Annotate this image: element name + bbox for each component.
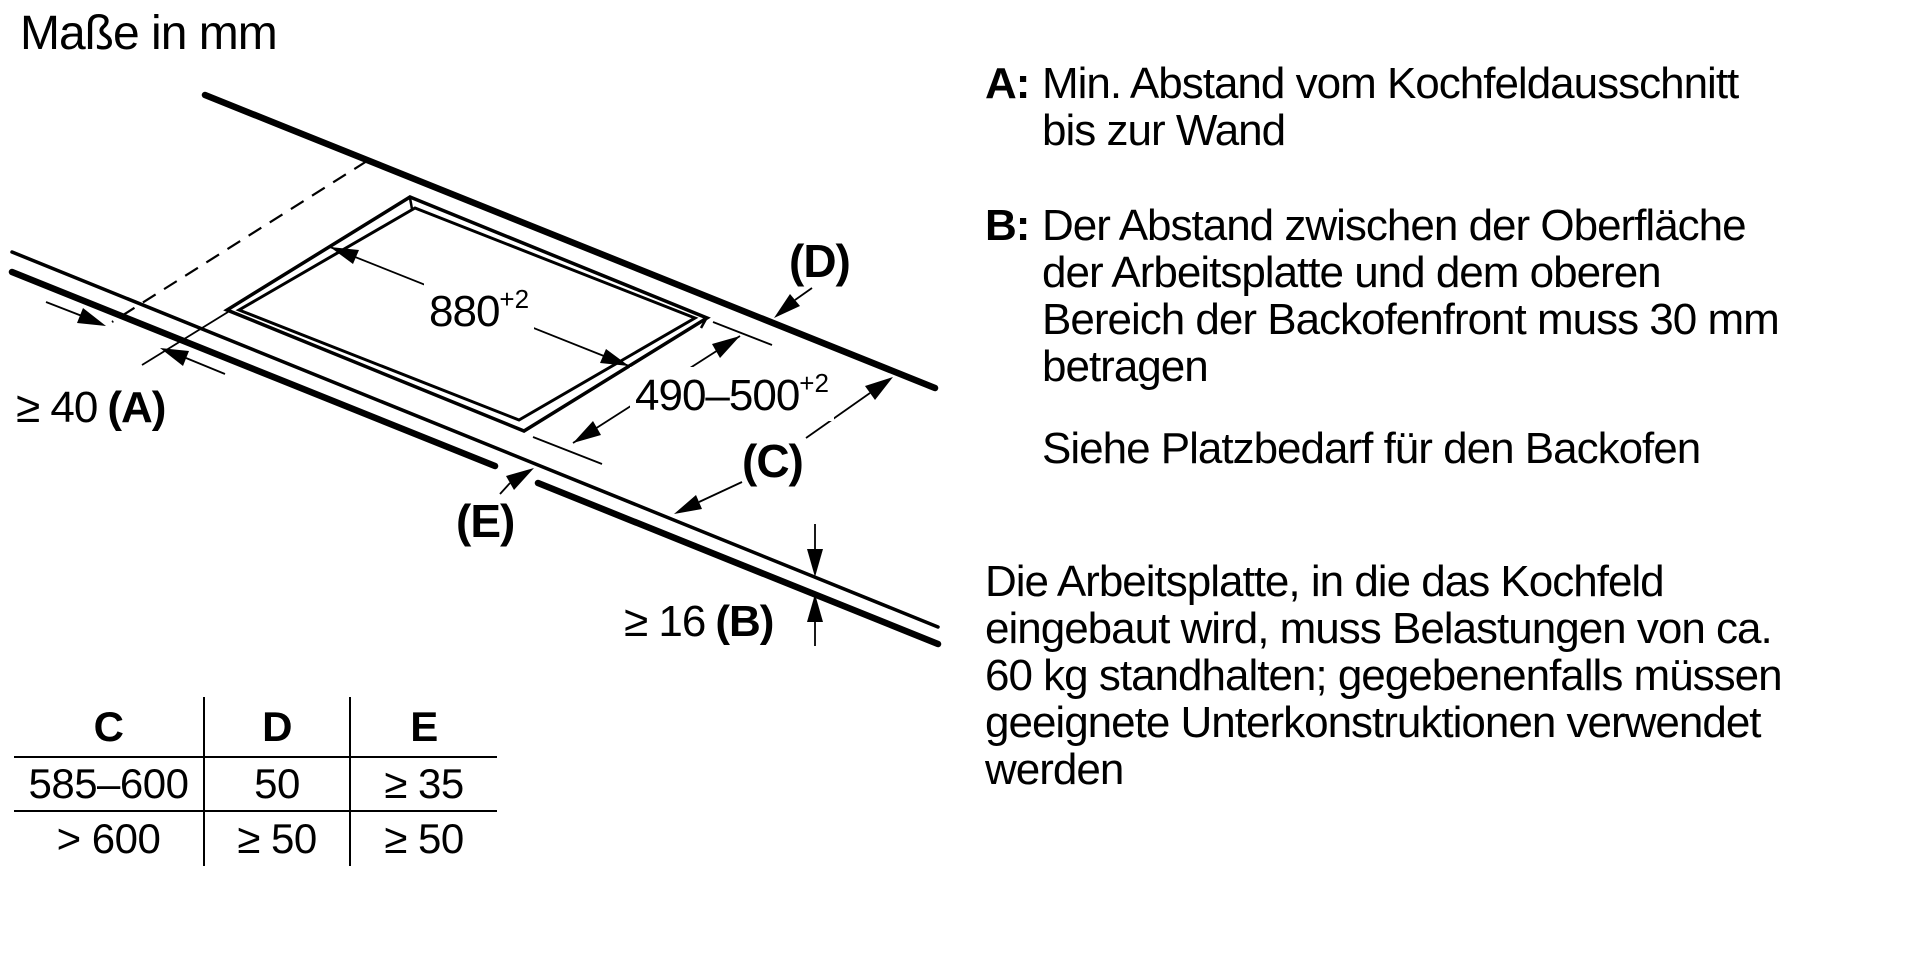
arrowhead (807, 549, 823, 577)
arrow-tail (500, 483, 510, 494)
reference-letter-b: (B) (715, 597, 774, 646)
dimension-value: ≥ 16 (624, 597, 706, 646)
dimension-value: ≥ 40 (16, 383, 98, 432)
note-b-label: B: (985, 201, 1030, 250)
note-load-line: Die Arbeitsplatte, in die das Kochfeld (985, 557, 1664, 606)
note-b-line: Der Abstand zwischen der Oberfläche (1042, 201, 1746, 250)
note-a (985, 60, 1738, 154)
table-header-e: E (349, 697, 497, 756)
note-load-line: 60 kg standhalten; gegebenenfalls müssen (985, 651, 1782, 700)
dimension-label-width (424, 283, 534, 337)
table-cell: ≥ 50 (349, 810, 497, 866)
table-header-c: C (93, 702, 124, 750)
note-b-line: Bereich der Backofenfront muss 30 mm (1042, 295, 1779, 344)
reference-letter-d: (D) (789, 235, 850, 287)
dimension-value: 490–500 (635, 371, 800, 420)
table-cell: ≥ 50 (203, 810, 349, 866)
dimension-label-thickness (624, 597, 774, 646)
note-see-oven (1042, 425, 1700, 472)
dimension-wall-clearance (46, 302, 228, 374)
note-a-line: bis zur Wand (1042, 106, 1286, 155)
note-a-label: A: (985, 59, 1030, 108)
arrow-tail (699, 482, 742, 502)
note-load-line: werden (985, 745, 1124, 794)
arrow-tail (795, 288, 812, 300)
dimension-label-depth (630, 367, 834, 421)
table-header-d: D (203, 697, 349, 756)
arrowhead (712, 336, 740, 358)
arrowhead (674, 495, 702, 514)
arrowhead (506, 468, 534, 490)
note-b-line: der Arbeitsplatte und dem oberen (1042, 248, 1661, 297)
reference-letter-a: (A) (107, 383, 166, 432)
note-load-line: eingebaut wird, muss Belastungen von ca. (985, 604, 1772, 653)
reference-letter-c: (C) (742, 435, 803, 487)
note-b-line: betragen (1042, 342, 1208, 391)
dimension-value: 880 (429, 287, 500, 336)
arrowhead (774, 294, 800, 318)
arrowhead (865, 377, 893, 400)
dimension-label-wall-clearance (16, 383, 166, 432)
table-cell: > 600 (14, 810, 203, 866)
table-cell: 50 (203, 756, 349, 810)
note-a-line: Min. Abstand vom Kochfeldausschnitt (1042, 59, 1739, 108)
arrow-tail (46, 302, 82, 316)
installation-diagram (0, 0, 980, 700)
note-load-line: geeignete Unterkonstruktionen verwendet (985, 698, 1761, 747)
dimension-table (14, 697, 497, 866)
table-cell: ≥ 35 (349, 756, 497, 810)
table-cell: 585–600 (14, 756, 203, 810)
note-load (985, 558, 1782, 793)
tolerance-superscript: +2 (799, 368, 829, 398)
dimension-thickness (807, 524, 823, 646)
arrowhead (160, 348, 189, 366)
leader-d (774, 288, 812, 318)
extension-line (533, 437, 602, 464)
arrow-tail (186, 358, 225, 374)
wall-reference-dashed-line (112, 161, 367, 322)
page-title: Maße in mm (20, 7, 277, 60)
note-b (985, 202, 1779, 390)
leader-e (500, 468, 534, 494)
arrowhead (573, 421, 601, 443)
reference-letter-e: (E) (456, 495, 515, 547)
tolerance-superscript: +2 (499, 284, 530, 314)
cutout-corner-tick-left (410, 198, 412, 209)
note-see-oven-text: Siehe Platzbedarf für den Backofen (1042, 424, 1701, 473)
